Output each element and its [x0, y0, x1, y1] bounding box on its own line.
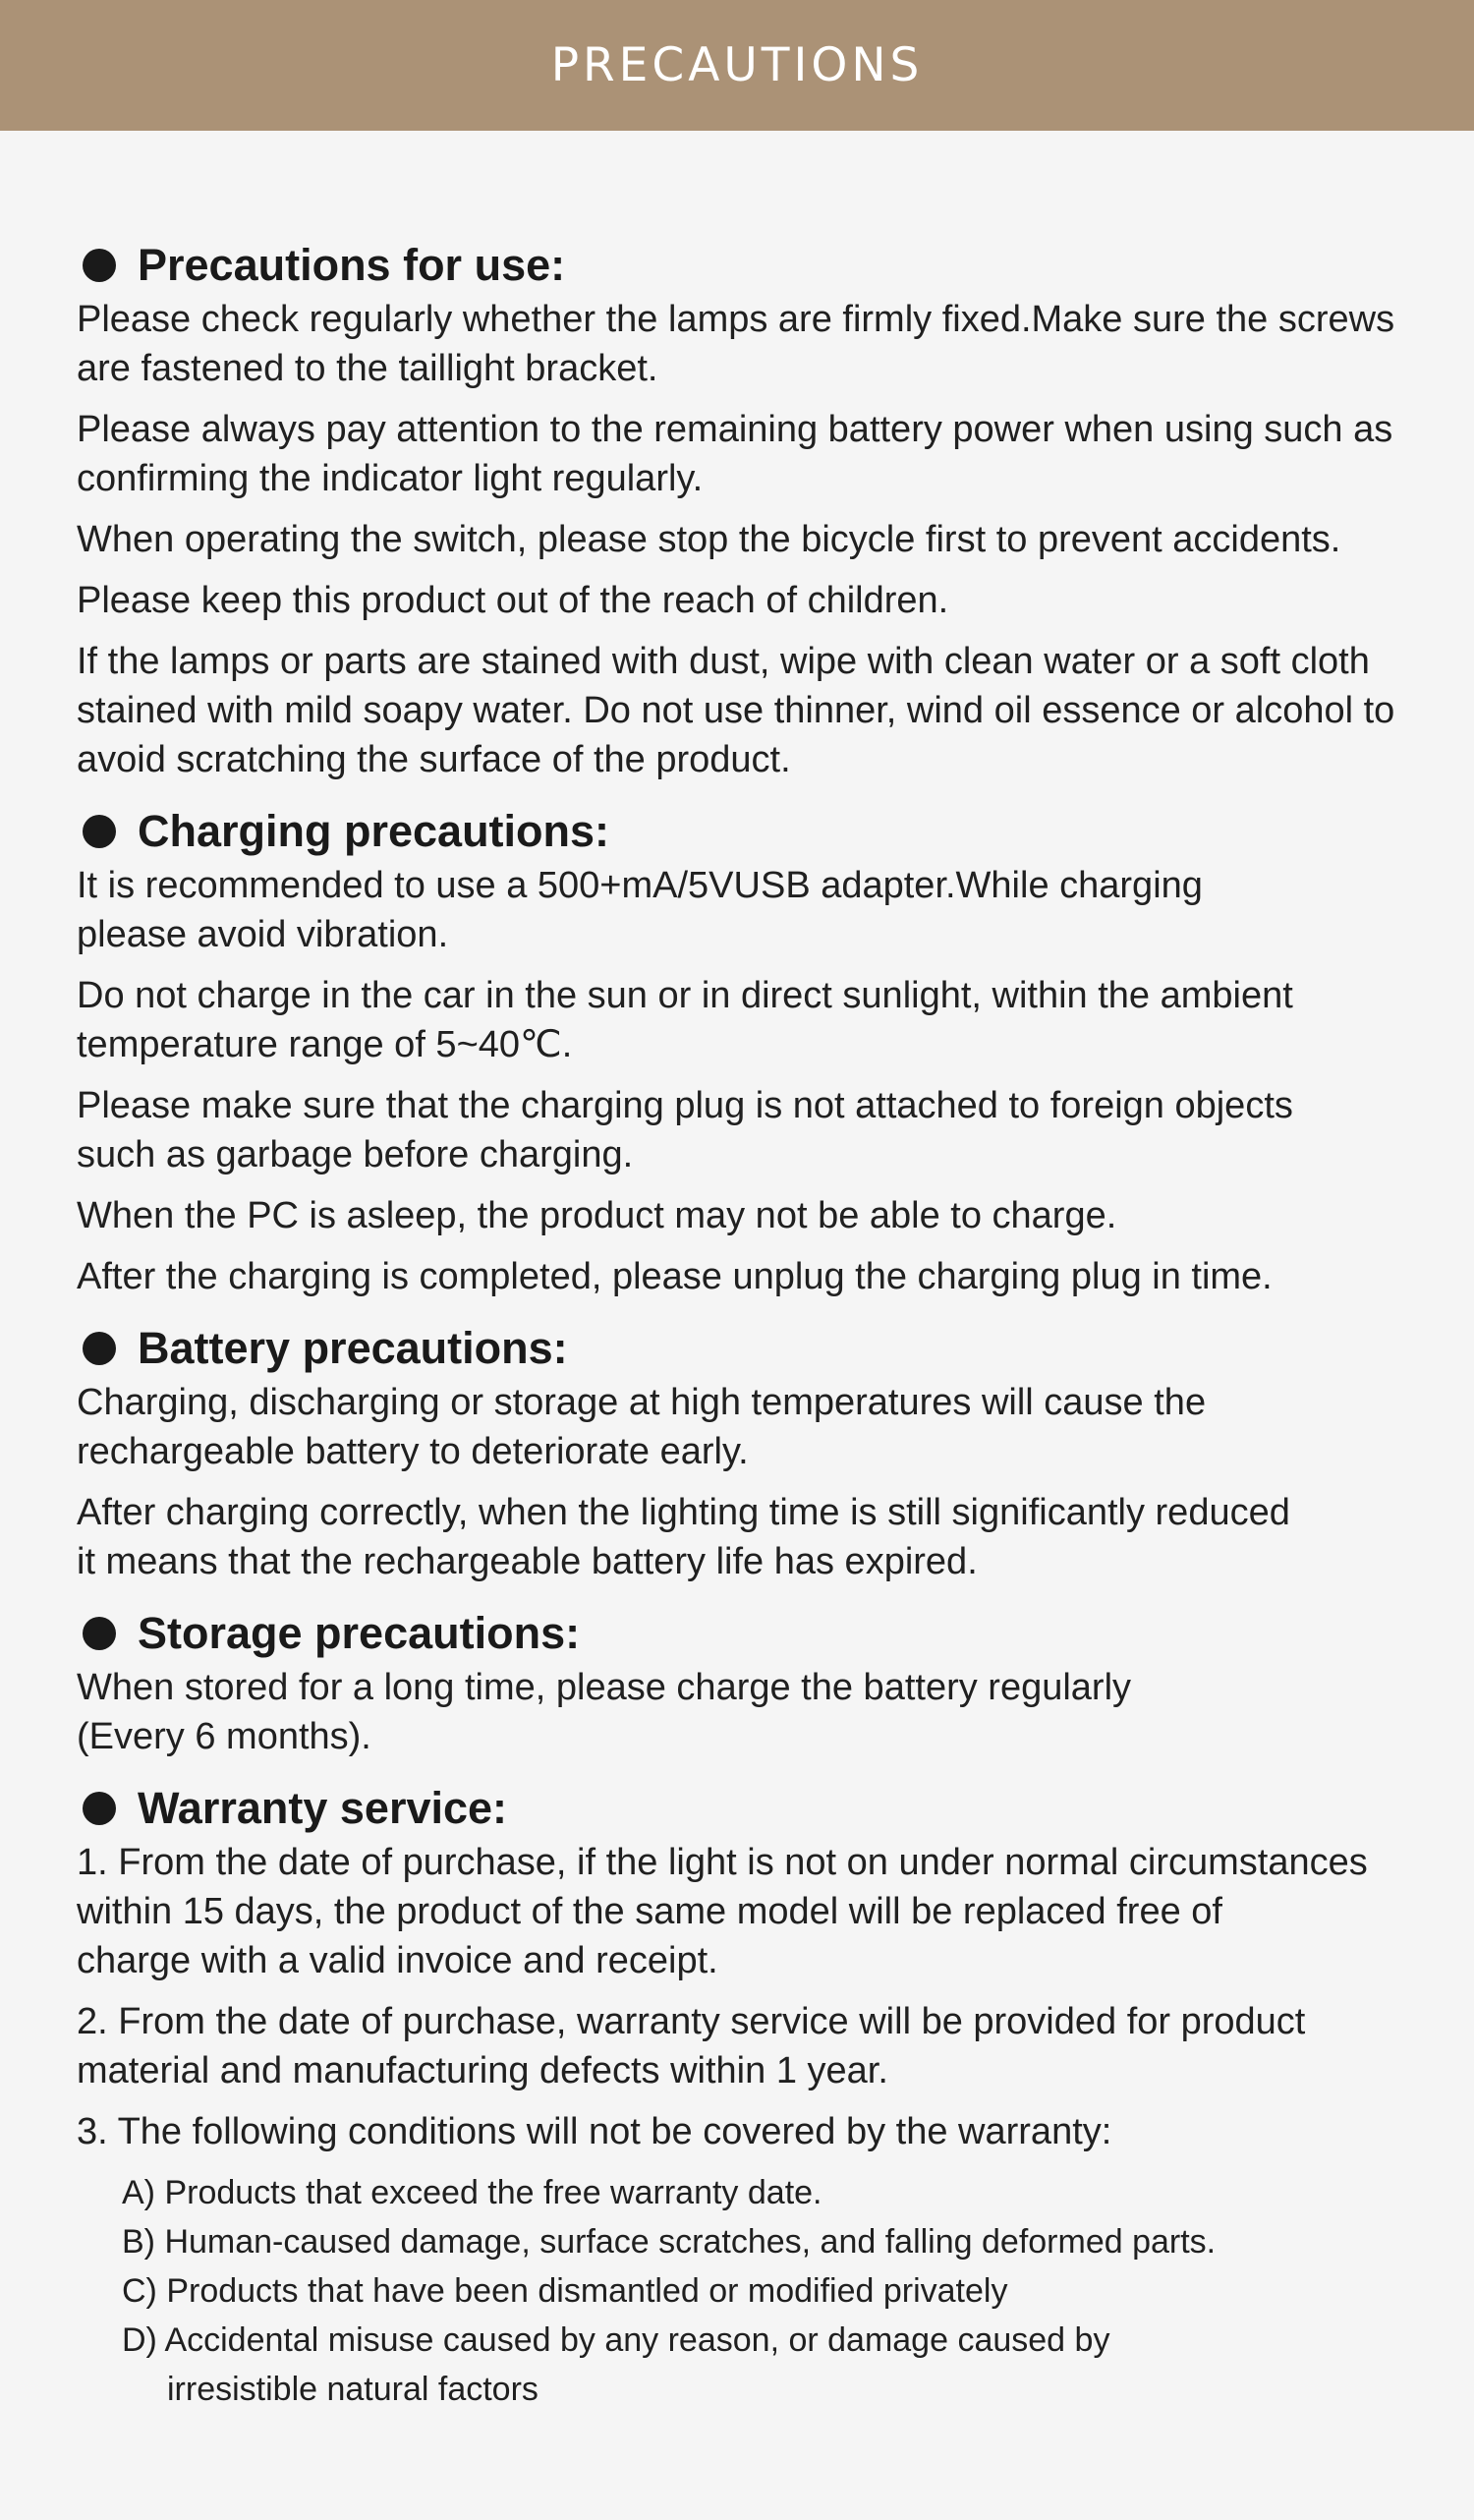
- section-charging: [77, 802, 1452, 1301]
- section-title-text: Charging precautions:: [138, 806, 610, 856]
- paragraph: 1. From the date of purchase, if the light is not on under normal circumstances within 15 days, the product of the same model will be replaced free of charge with a valid invoice and receipt.: [77, 1842, 1368, 1981]
- bullet-icon: [83, 1617, 116, 1650]
- paragraph: After charging correctly, when the lighting time is still significantly reduced it means that the rechargeable battery life has expired.: [77, 1492, 1290, 1582]
- paragraph: 2. From the date of purchase, warranty service will be provided for product material and manufacturing defects within 1 year.: [77, 2001, 1306, 2091]
- warranty-exclusion-item: A) Products that exceed the free warranty date.: [122, 2174, 822, 2211]
- section-title-text: Storage precautions:: [138, 1608, 581, 1658]
- section-storage: [77, 1604, 1452, 1761]
- section-title-text: Precautions for use:: [138, 240, 566, 290]
- section-title-text: Warranty service:: [138, 1783, 508, 1833]
- header-bar: [0, 0, 1474, 131]
- paragraph: Please always pay attention to the remaining battery power when using such as confirming the indicator light regularly.: [77, 409, 1393, 499]
- paragraph: When the PC is asleep, the product may not be able to charge.: [77, 1195, 1117, 1236]
- paragraph: Please keep this product out of the reach of children.: [77, 580, 949, 621]
- warranty-exclusion-item-continuation: irresistible natural factors: [167, 2371, 539, 2408]
- bullet-icon: [83, 1332, 116, 1365]
- section-battery: [77, 1319, 1452, 1586]
- section-heading: [83, 236, 1452, 295]
- section-heading: [83, 1604, 1452, 1663]
- warranty-exclusion-item: D) Accidental misuse caused by any reason, or damage caused by: [122, 2321, 1110, 2359]
- section-heading: [83, 1319, 1452, 1378]
- bullet-icon: [83, 1792, 116, 1825]
- paragraph: After the charging is completed, please unplug the charging plug in time.: [77, 1256, 1273, 1297]
- section-title-text: Battery precautions:: [138, 1323, 568, 1373]
- paragraph: If the lamps or parts are stained with dust, wipe with clean water or a soft cloth stained with mild soapy water. Do not use thinner, wind oil essence or alcohol to avoid scratching the surface of the product.: [77, 641, 1395, 780]
- section-warranty: [77, 1779, 1452, 2414]
- paragraph: Do not charge in the car in the sun or in direct sunlight, within the ambient temperature range of 5~40℃.: [77, 975, 1293, 1065]
- paragraph: When operating the switch, please stop the bicycle first to prevent accidents.: [77, 519, 1341, 560]
- section-heading: [83, 802, 1452, 861]
- precautions-content: [77, 236, 1452, 2432]
- section-heading: [83, 1779, 1452, 1838]
- bullet-icon: [83, 249, 116, 282]
- paragraph: When stored for a long time, please charge the battery regularly (Every 6 months).: [77, 1667, 1132, 1757]
- paragraph: 3. The following conditions will not be covered by the warranty:: [77, 2111, 1112, 2152]
- paragraph: Please check regularly whether the lamps are firmly fixed.Make sure the screws are fastened to the taillight bracket.: [77, 299, 1395, 389]
- paragraph: It is recommended to use a 500+mA/5VUSB adapter.While charging please avoid vibration.: [77, 865, 1203, 955]
- page-title: PRECAUTIONS: [550, 38, 924, 92]
- paragraph: Charging, discharging or storage at high temperatures will cause the rechargeable battery to deteriorate early.: [77, 1382, 1207, 1472]
- section-use: [77, 236, 1452, 784]
- paragraph: Please make sure that the charging plug is not attached to foreign objects such as garbage before charging.: [77, 1085, 1293, 1175]
- bullet-icon: [83, 815, 116, 848]
- warranty-exclusion-item: C) Products that have been dismantled or modified privately: [122, 2272, 1008, 2310]
- warranty-exclusion-item: B) Human-caused damage, surface scratches, and falling deformed parts.: [122, 2223, 1217, 2261]
